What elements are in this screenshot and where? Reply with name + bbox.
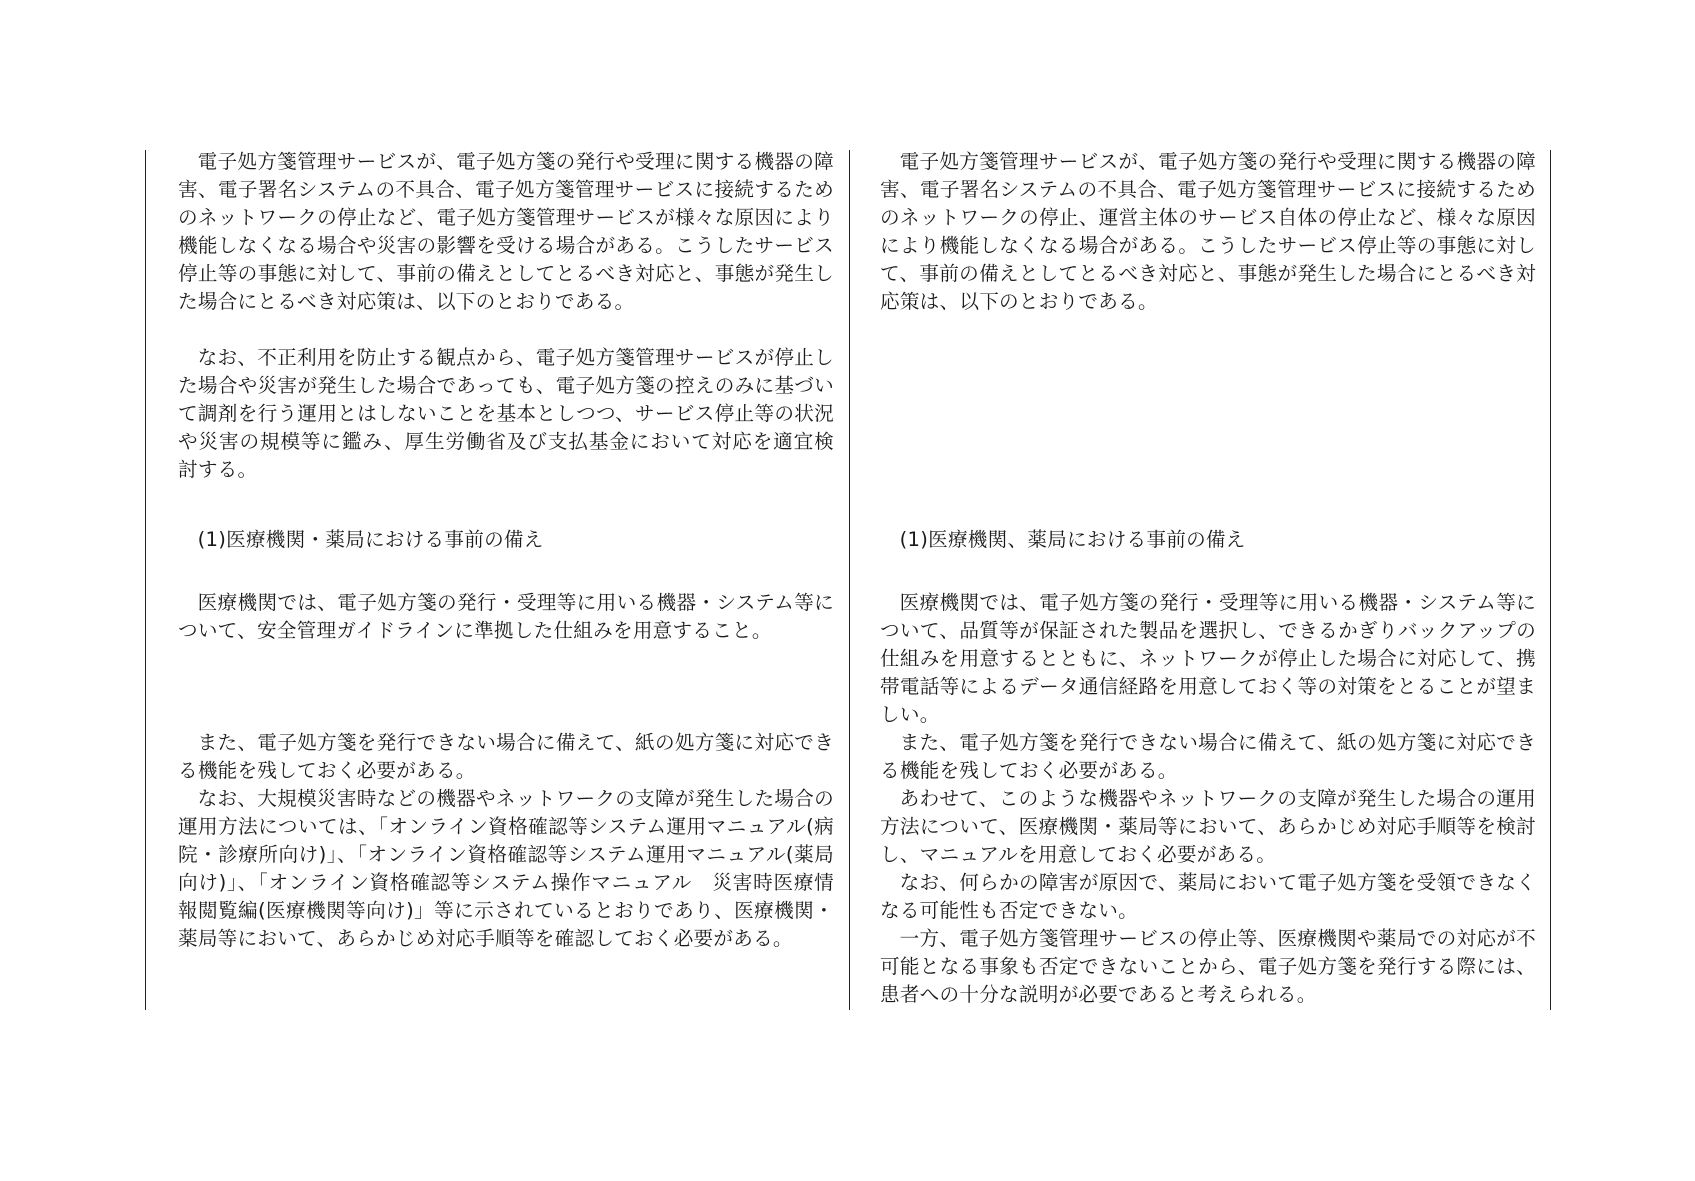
right-paragraph-equipment (880, 589, 1536, 729)
text-run: しておく必要がある。 (594, 927, 793, 950)
underlined-text-run: や災害の影響を受ける (356, 234, 556, 257)
right-section-heading (880, 526, 1536, 554)
underlined-text-run: こと (712, 619, 752, 642)
left-paragraph-intro (178, 148, 834, 316)
left-paragraph-misuse-note (178, 344, 834, 484)
underlined-text-run: なお、不正利用を防止する観点から、電子処方箋管理サービスが停止した場合や災害が発生した場合であっても、電子処方箋の控えのみに基づいて調剤を行う運用とはしないことを基本としつつ、サービス停止等の状況や災害の規模等に鑑み、厚生労働省及び支払基金において対応を適宜検討する。 (178, 346, 834, 481)
underlined-text-run: ・ (305, 528, 326, 551)
right-paragraph-pharmacy-failure (880, 869, 1536, 925)
text-run: 場合がある。こうしたサービス停止等の事態に対して、事前の備えとしてとるべき対応と、事態が発生した場合にとるべき対応策は、以下のとおりである。 (178, 234, 835, 313)
left-section-heading (178, 526, 834, 554)
text-run: (1)医療機関 (899, 528, 1008, 551)
right-paragraph-intro (880, 148, 1536, 316)
text-run: 薬局における事前の備え (1027, 528, 1246, 551)
underlined-text-run: 品質等が保証された製品を選択し、できるかぎりバックアップの (959, 619, 1536, 642)
underlined-text-run: は、「オンライン資格確認等システム運用マニュアル(病院・診療所向け)」、「オンライン資格確認等システム運用マニュアル(薬局向け)」、「オンライン資格確認等システム操作マニュアル 災害時医療情報閲覧編(医療機関等向け)」 (178, 815, 835, 922)
right-paragraph-patient-explanation (880, 925, 1536, 1009)
right-paragraph-manual (880, 785, 1536, 869)
text-run: 機器やネットワークの支障が発生した場合の運用方法について、医療機関・薬局等において、あらかじめ対応手順等を (880, 787, 1536, 838)
text-run: 電子処方箋管理サービスが、電子処方箋の発行や受理に関する機器の障害、電子署名システムの不具合、電子処方箋管理サービスに接続するためのネットワークの停止 (880, 150, 1536, 229)
text-run: (1)医療機関 (197, 528, 306, 551)
right-border-line (1550, 150, 1551, 1010)
text-run: 仕組みを用意する (880, 647, 1040, 670)
underlined-text-run: 検討し、マニュアルを用意 (880, 815, 1537, 866)
underlined-text-run: なお、大規模災害時などの (197, 787, 437, 810)
underlined-text-run: されているとおりであり (494, 899, 715, 922)
left-paragraph-equipment (178, 589, 834, 645)
underlined-text-run: 、運営主体のサービス自体の停止 (1078, 206, 1378, 229)
underlined-text-run: 確認 (554, 927, 595, 950)
center-divider-line (849, 150, 850, 1010)
text-run: 薬局における事前の備え (325, 528, 544, 551)
text-run: 医療機関では、電子処方箋の発行・受理等に用いる機器・システム等について、 (178, 591, 834, 642)
text-run: など、様々な原因により機能しなくなる場合がある。こうしたサービス停止等の事態に対して、事前の備えとしてとるべき対応と、事態が発生した場合にとるべき対応策は、以下のとおりである。 (880, 206, 1537, 313)
left-paragraph-disaster-manual (178, 785, 834, 953)
left-border-line (145, 150, 146, 1010)
text-run: 等に示 (434, 899, 495, 922)
text-run: 医療機関では、電子処方箋の発行・受理等に用いる機器・システム等について、 (880, 591, 1536, 642)
underlined-text-run: あわせて、このような (899, 787, 1099, 810)
underlined-text-run: なお、何らかの障害が原因で、薬局において電子処方箋を受領できなくなる可能性も否定できない。 (880, 871, 1536, 922)
left-paragraph-paper-backup (178, 729, 834, 785)
text-run: また、電子処方箋を発行できない場合に備えて、紙の処方箋に対応できる機能を残しておく必要がある。 (880, 731, 1536, 782)
text-run: 、医療機関・薬局等において、あらかじめ対応手順等を (178, 899, 835, 950)
text-run: 。 (751, 619, 772, 642)
underlined-text-run: 、 (1007, 528, 1028, 551)
underlined-text-run: 安全管理ガイドラインに準拠した (256, 619, 554, 642)
right-paragraph-paper-backup (880, 729, 1536, 785)
underlined-text-run: 一方、電子処方箋管理サービスの停止等、医療機関や薬局での対応が不可能となる事象も否定できないことから、電子処方箋を発行する際には、患者への十分な説明が必要であると考えられる。 (880, 927, 1536, 1006)
text-run: 。 (919, 703, 940, 726)
text-run: 電子処方箋管理サービスが、電子処方箋の発行や受理に関する機器の障害、電子署名システムの不具合、電子処方箋管理サービスに接続するためのネットワークの停止など、電子処方箋管理サービスが様々な原因により機能しなくなる場合 (178, 150, 834, 257)
text-run: しておく必要がある。 (1077, 843, 1277, 866)
text-run: また、電子処方箋を発行できない場合に備えて、紙の処方箋に対応できる機能を残しておく必要がある。 (178, 731, 834, 782)
underlined-text-run: とともに、ネットワークが停止した場合に対応して、携帯電話等によるデータ通信経路を用意しておく等の対策をとることが望ましい (880, 647, 1537, 726)
text-run: 機器やネットワークの支障が発生した場合の運用方法について (178, 787, 835, 838)
text-run: 仕組みを用意する (553, 619, 713, 642)
